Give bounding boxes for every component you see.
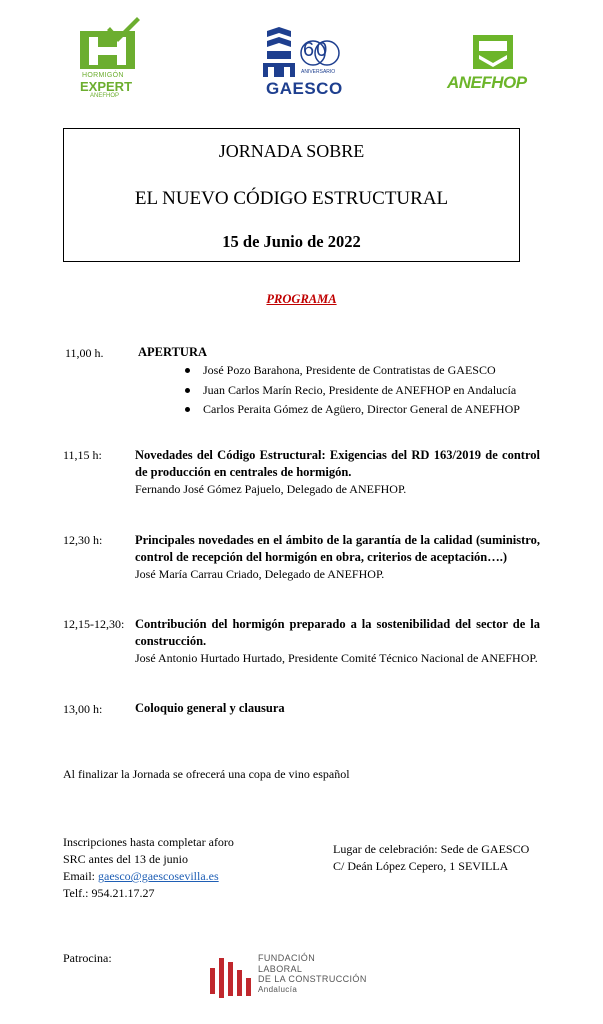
agenda-speaker-4: José Antonio Hurtado Hurtado, Presidente Comité Técnico Nacional de ANEFHOP. (135, 651, 538, 665)
list-item: Juan Carlos Marín Recio, Presidente de ANEFHOP en Andalucía (185, 381, 520, 401)
fundacion-line-2: LABORAL (258, 963, 303, 974)
registration-line-2: SRC antes del 13 de junio (63, 852, 188, 866)
gaesco-anniversary-label: ANIVERSARIO (301, 69, 336, 75)
agenda-title-4: Contribución del hormigón preparado a la sostenibilidad del sector de la construcción. (135, 617, 540, 648)
agenda-time-1: 11,00 h. (65, 346, 104, 360)
email-label: Email: (63, 869, 98, 883)
anefhop-emblem (447, 33, 540, 71)
anefhop-logo (447, 33, 540, 95)
agenda-title-5: Coloquio general y clausura (135, 701, 285, 715)
title-line-2: EL NUEVO CÓDIGO ESTRUCTURAL (134, 188, 449, 209)
agenda-time-5: 13,00 h: (63, 702, 103, 716)
hormigon-logo-line2: EXPERT (80, 79, 133, 94)
closing-note: Al finalizar la Jornada se ofrecerá una copa de vino español (63, 767, 350, 781)
agenda-time-2: 11,15 h: (63, 448, 102, 462)
list-item: Carlos Peraita Gómez de Agüero, Director General de ANEFHOP (185, 400, 520, 420)
event-date: 15 de Junio de 2022 (222, 232, 361, 251)
opening-speakers-list (185, 361, 520, 420)
gaesco-logo (263, 25, 343, 101)
programa-heading: PROGRAMA (266, 292, 337, 306)
agenda-time-4: 12,15-12,30: (63, 617, 125, 631)
registration-line-1: Inscripciones hasta completar aforo (63, 835, 234, 849)
registration-phone: Telf.: 954.21.17.27 (63, 886, 155, 900)
agenda-title-2: Novedades del Código Estructural: Exigencias del RD 163/2019 de control de producción en centrales de hormigón. (135, 448, 540, 479)
fundacion-laboral-logo (210, 952, 370, 1002)
gaesco-anniversary-number: 60 (303, 39, 330, 61)
hormigon-expert-emblem (80, 17, 140, 71)
sponsor-label: Patrocina: (63, 951, 112, 965)
agenda-title-3: Principales novedades en el ámbito de la garantía de la calidad (suministro, control de recepción del hormigón en obra, criterios de aceptación….) (135, 533, 540, 564)
registration-info (63, 834, 234, 902)
hormigon-expert-logo (80, 17, 140, 101)
fundacion-line-3: DE LA CONSTRUCCIÓN (258, 974, 367, 984)
fundacion-text (258, 953, 367, 995)
hormigon-logo-line1: HORMIGÓN (82, 72, 124, 79)
title-line-1: JORNADA SOBRE (218, 141, 365, 161)
anefhop-name: ANEFHOP (447, 73, 527, 92)
agenda-title-1: APERTURA (138, 345, 208, 359)
title-box (63, 128, 520, 262)
venue-line-1: Lugar de celebración: Sede de GAESCO (333, 842, 530, 856)
agenda-speaker-2: Fernando José Gómez Pajuelo, Delegado de ANEFHOP. (135, 482, 407, 496)
agenda-speaker-3: José María Carrau Criado, Delegado de ANEFHOP. (135, 567, 385, 581)
fundacion-line-4: Andalucía (258, 984, 298, 994)
agenda-time-3: 12,30 h: (63, 533, 103, 547)
gaesco-name: GAESCO (266, 79, 343, 98)
registration-email-row (63, 868, 234, 885)
email-link[interactable]: gaesco@gaescosevilla.es (98, 869, 219, 883)
list-item: José Pozo Barahona, Presidente de Contratistas de GAESCO (185, 361, 520, 381)
venue-line-2: C/ Deán López Cepero, 1 SEVILLA (333, 859, 509, 873)
fundacion-emblem (210, 954, 252, 1000)
hormigon-logo-line3: ANEFHOP (90, 93, 120, 99)
fundacion-line-1: FUNDACIÓN (258, 953, 316, 963)
venue-info (333, 841, 529, 875)
